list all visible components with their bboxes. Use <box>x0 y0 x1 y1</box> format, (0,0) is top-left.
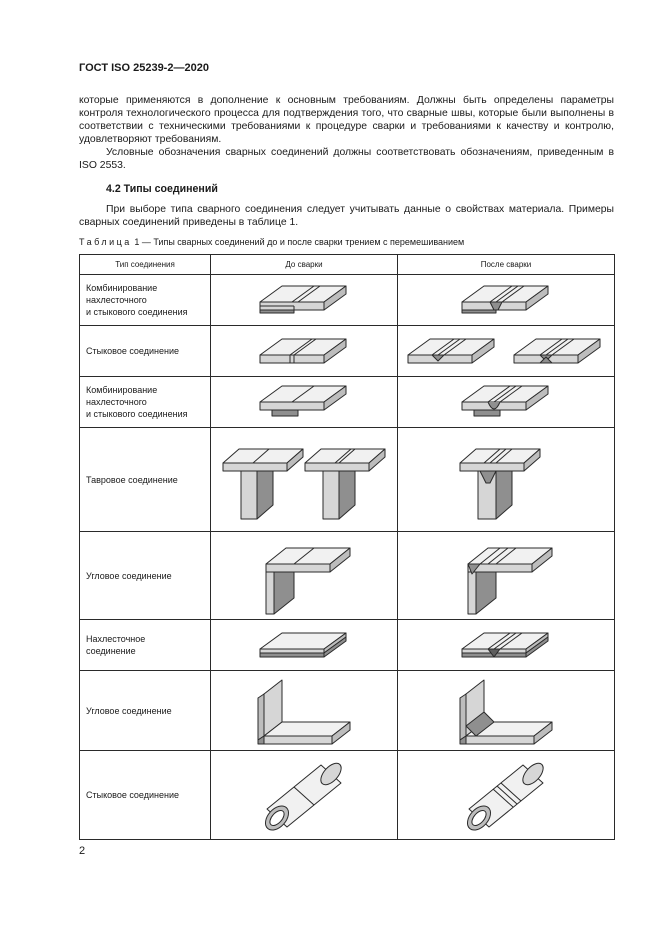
figure-before <box>211 671 398 751</box>
corner-joint-figure <box>254 536 354 616</box>
table-row <box>80 751 615 840</box>
header-after-welding: После сварки <box>398 255 615 275</box>
table-caption-text: 1 — Типы сварных соединений до и после сварки трением с перемешиванием <box>134 237 465 247</box>
joint-name: Стыковое соединение <box>80 326 211 377</box>
fillet-corner-figure <box>254 674 354 748</box>
lap-butt-plates-figure <box>254 280 354 320</box>
figure-after <box>398 751 615 840</box>
figure-after <box>398 532 615 620</box>
figure-after <box>398 377 615 428</box>
figure-before <box>211 751 398 840</box>
figure-after <box>398 428 615 532</box>
figure-after <box>398 671 615 751</box>
figure-after <box>398 326 615 377</box>
figure-before <box>211 428 398 532</box>
lap-butt-step-plates-figure <box>254 382 354 422</box>
figure-before <box>211 275 398 326</box>
tube-butt-figure <box>259 757 349 833</box>
joint-name: Нахлесточное соединение <box>80 620 211 671</box>
joint-name: Тавровое соединение <box>80 428 211 532</box>
lap-butt-step-plates-welded-figure <box>456 382 556 422</box>
lap-butt-plates-welded-figure <box>456 280 556 320</box>
figure-before <box>211 620 398 671</box>
table-caption-label: Таблица <box>79 237 132 247</box>
tube-butt-welded-figure <box>461 757 551 833</box>
header-joint-type: Тип соединения <box>80 255 211 275</box>
table-row <box>80 620 615 671</box>
table-row <box>80 671 615 751</box>
joint-name: Комбинирование нахлесточного и стыкового соединения <box>80 275 211 326</box>
figure-before <box>211 326 398 377</box>
paragraph-requirements: которые применяются в дополнение к основным требованиям. Должны быть определены параметры контроля технологического процесса для подтверждения того, что сварные швы, которые были выполнены в соответствии с техническими требованиями к процедуре сварки и требованиями к качеству и контролю, удовлетворяют требованиям. <box>79 95 614 145</box>
table-row <box>80 326 615 377</box>
joint-name: Угловое соединение <box>80 671 211 751</box>
table-row <box>80 428 615 532</box>
lap-plates-welded-figure <box>456 625 556 665</box>
paragraph-symbols: Условные обозначения сварных соединений должны соответствовать обозначениям, приведенным в ISO 2553. <box>79 147 614 171</box>
joint-name: Угловое соединение <box>80 532 211 620</box>
table-row <box>80 532 615 620</box>
corner-joint-welded-figure <box>456 536 556 616</box>
figure-after <box>398 620 615 671</box>
table-header-row <box>80 255 615 275</box>
t-joint-figure <box>219 435 389 525</box>
page-number: 2 <box>79 845 86 857</box>
section-title: 4.2 Типы соединений <box>106 183 218 195</box>
joint-name: Стыковое соединение <box>80 751 211 840</box>
table-row <box>80 377 615 428</box>
joint-types-table <box>79 254 615 840</box>
butt-plates-figure <box>254 333 354 369</box>
figure-before <box>211 532 398 620</box>
t-joint-welded-figure <box>456 435 556 525</box>
figure-after <box>398 275 615 326</box>
paragraph-joint-selection: При выборе типа сварного соединения следует учитывать данные о свойствах материала. Примеры сварных соединений приведены в таблице 1. <box>79 204 614 228</box>
table-caption <box>79 237 464 247</box>
figure-before <box>211 377 398 428</box>
table-row <box>80 275 615 326</box>
header-before-welding: До сварки <box>211 255 398 275</box>
fillet-corner-welded-figure <box>456 674 556 748</box>
lap-plates-figure <box>254 625 354 665</box>
joint-name: Комбинирование нахлесточного и стыкового соединения <box>80 377 211 428</box>
butt-plates-welded-figure <box>406 333 606 369</box>
document-header: ГОСТ ISO 25239-2—2020 <box>79 62 209 74</box>
